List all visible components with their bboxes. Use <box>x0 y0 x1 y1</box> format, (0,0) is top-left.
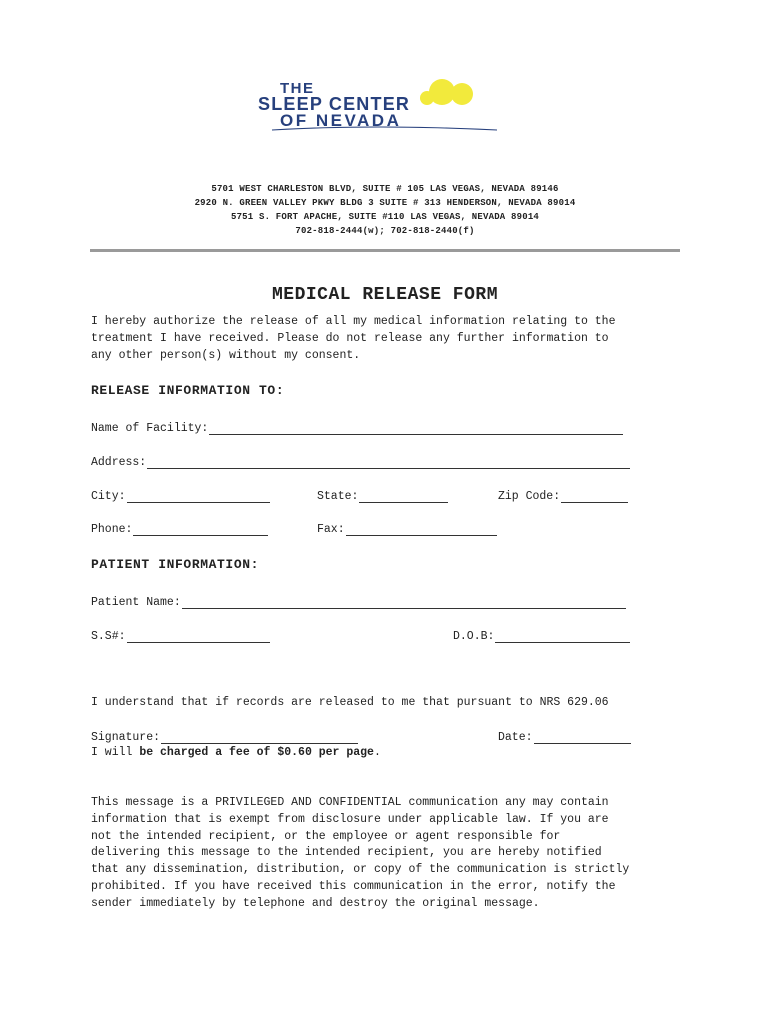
fax-input-line[interactable] <box>346 524 497 536</box>
date-label: Date: <box>498 731 533 744</box>
patient-name-field[interactable] <box>91 595 626 609</box>
date-field[interactable] <box>498 730 631 744</box>
address-label: Address: <box>91 456 147 469</box>
fee-line-1: I understand that if records are released to me that pursuant to NRS 629.06 <box>91 695 609 709</box>
state-label: State: <box>317 490 359 503</box>
phone-input-line[interactable] <box>133 524 268 536</box>
header-divider <box>90 249 680 252</box>
facility-field[interactable] <box>91 421 623 435</box>
fax-field[interactable] <box>317 522 497 536</box>
ss-input-line[interactable] <box>127 631 270 643</box>
authorization-paragraph: I hereby authorize the release of all my medical information relating to the treatment I have received. Please do not release any further information to any other person(s) without my consent. <box>91 315 616 362</box>
patient-name-input-line[interactable] <box>182 597 626 609</box>
phone-fax-line: 702-818-2444(w); 702-818-2440(f) <box>295 226 475 236</box>
facility-label: Name of Facility: <box>91 422 209 435</box>
logo-line-2: SLEEP CENTER <box>258 94 411 114</box>
phone-field[interactable] <box>91 522 268 536</box>
address-line-1: 5701 WEST CHARLESTON BLVD, SUITE # 105 LAS VEGAS, NEVADA 89146 <box>211 184 559 194</box>
address-field[interactable] <box>91 455 630 469</box>
sleep-center-logo <box>252 74 512 138</box>
form-title: MEDICAL RELEASE FORM <box>271 285 499 305</box>
release-heading: RELEASE INFORMATION TO: <box>91 383 285 398</box>
state-input-line[interactable] <box>359 491 448 503</box>
phone-label: Phone: <box>91 523 133 536</box>
fee-line-2 <box>91 745 691 762</box>
dob-label: D.O.B: <box>453 630 495 643</box>
sun-circle-right <box>451 83 473 105</box>
city-label: City: <box>91 490 126 503</box>
signature-input-line[interactable] <box>161 732 358 744</box>
signature-field[interactable] <box>91 730 358 744</box>
fee-amount: be charged a fee of $0.60 per page <box>139 745 374 759</box>
facility-input-line[interactable] <box>209 423 623 435</box>
city-input-line[interactable] <box>127 491 270 503</box>
ss-field[interactable] <box>91 629 270 643</box>
patient-heading: PATIENT INFORMATION: <box>91 557 260 572</box>
zip-label: Zip Code: <box>498 490 561 503</box>
fee-statement <box>91 661 691 779</box>
logo-line-3: OF NEVADA <box>280 111 402 130</box>
ss-label: S.S#: <box>91 630 126 643</box>
address-input-line[interactable] <box>147 457 630 469</box>
logo-line-1: THE <box>280 80 315 97</box>
address-line-2: 2920 N. GREEN VALLEY PKWY BLDG 3 SUITE # 313 HENDERSON, NEVADA 89014 <box>194 198 576 208</box>
dob-field[interactable] <box>453 629 630 643</box>
fax-label: Fax: <box>317 523 345 536</box>
city-field[interactable] <box>91 489 270 503</box>
signature-label: Signature: <box>91 731 161 744</box>
date-input-line[interactable] <box>534 732 631 744</box>
dob-input-line[interactable] <box>495 631 630 643</box>
zip-field[interactable] <box>498 489 628 503</box>
patient-name-label: Patient Name: <box>91 596 181 609</box>
fee-suffix: . <box>373 745 381 759</box>
state-field[interactable] <box>317 489 448 503</box>
address-line-3: 5751 S. FORT APACHE, SUITE #110 LAS VEGAS, NEVADA 89014 <box>230 212 540 222</box>
sun-circle-small <box>420 91 434 105</box>
fee-prefix: I will <box>91 745 140 759</box>
zip-input-line[interactable] <box>561 491 628 503</box>
confidentiality-notice: This message is a PRIVILEGED AND CONFIDENTIAL communication any may contain information that is exempt from disclosure under applicable law. If you are not the intended recipient, or the employee or agent responsible for delivering this message to the intended recipient, you are hereby notified that any dissemination, distribution, or copy of the communication is strictly prohibited. If you have received this communication in the error, notify the sender immediately by telephone and destroy the original message. <box>91 796 630 910</box>
logo-graphic <box>252 74 512 138</box>
